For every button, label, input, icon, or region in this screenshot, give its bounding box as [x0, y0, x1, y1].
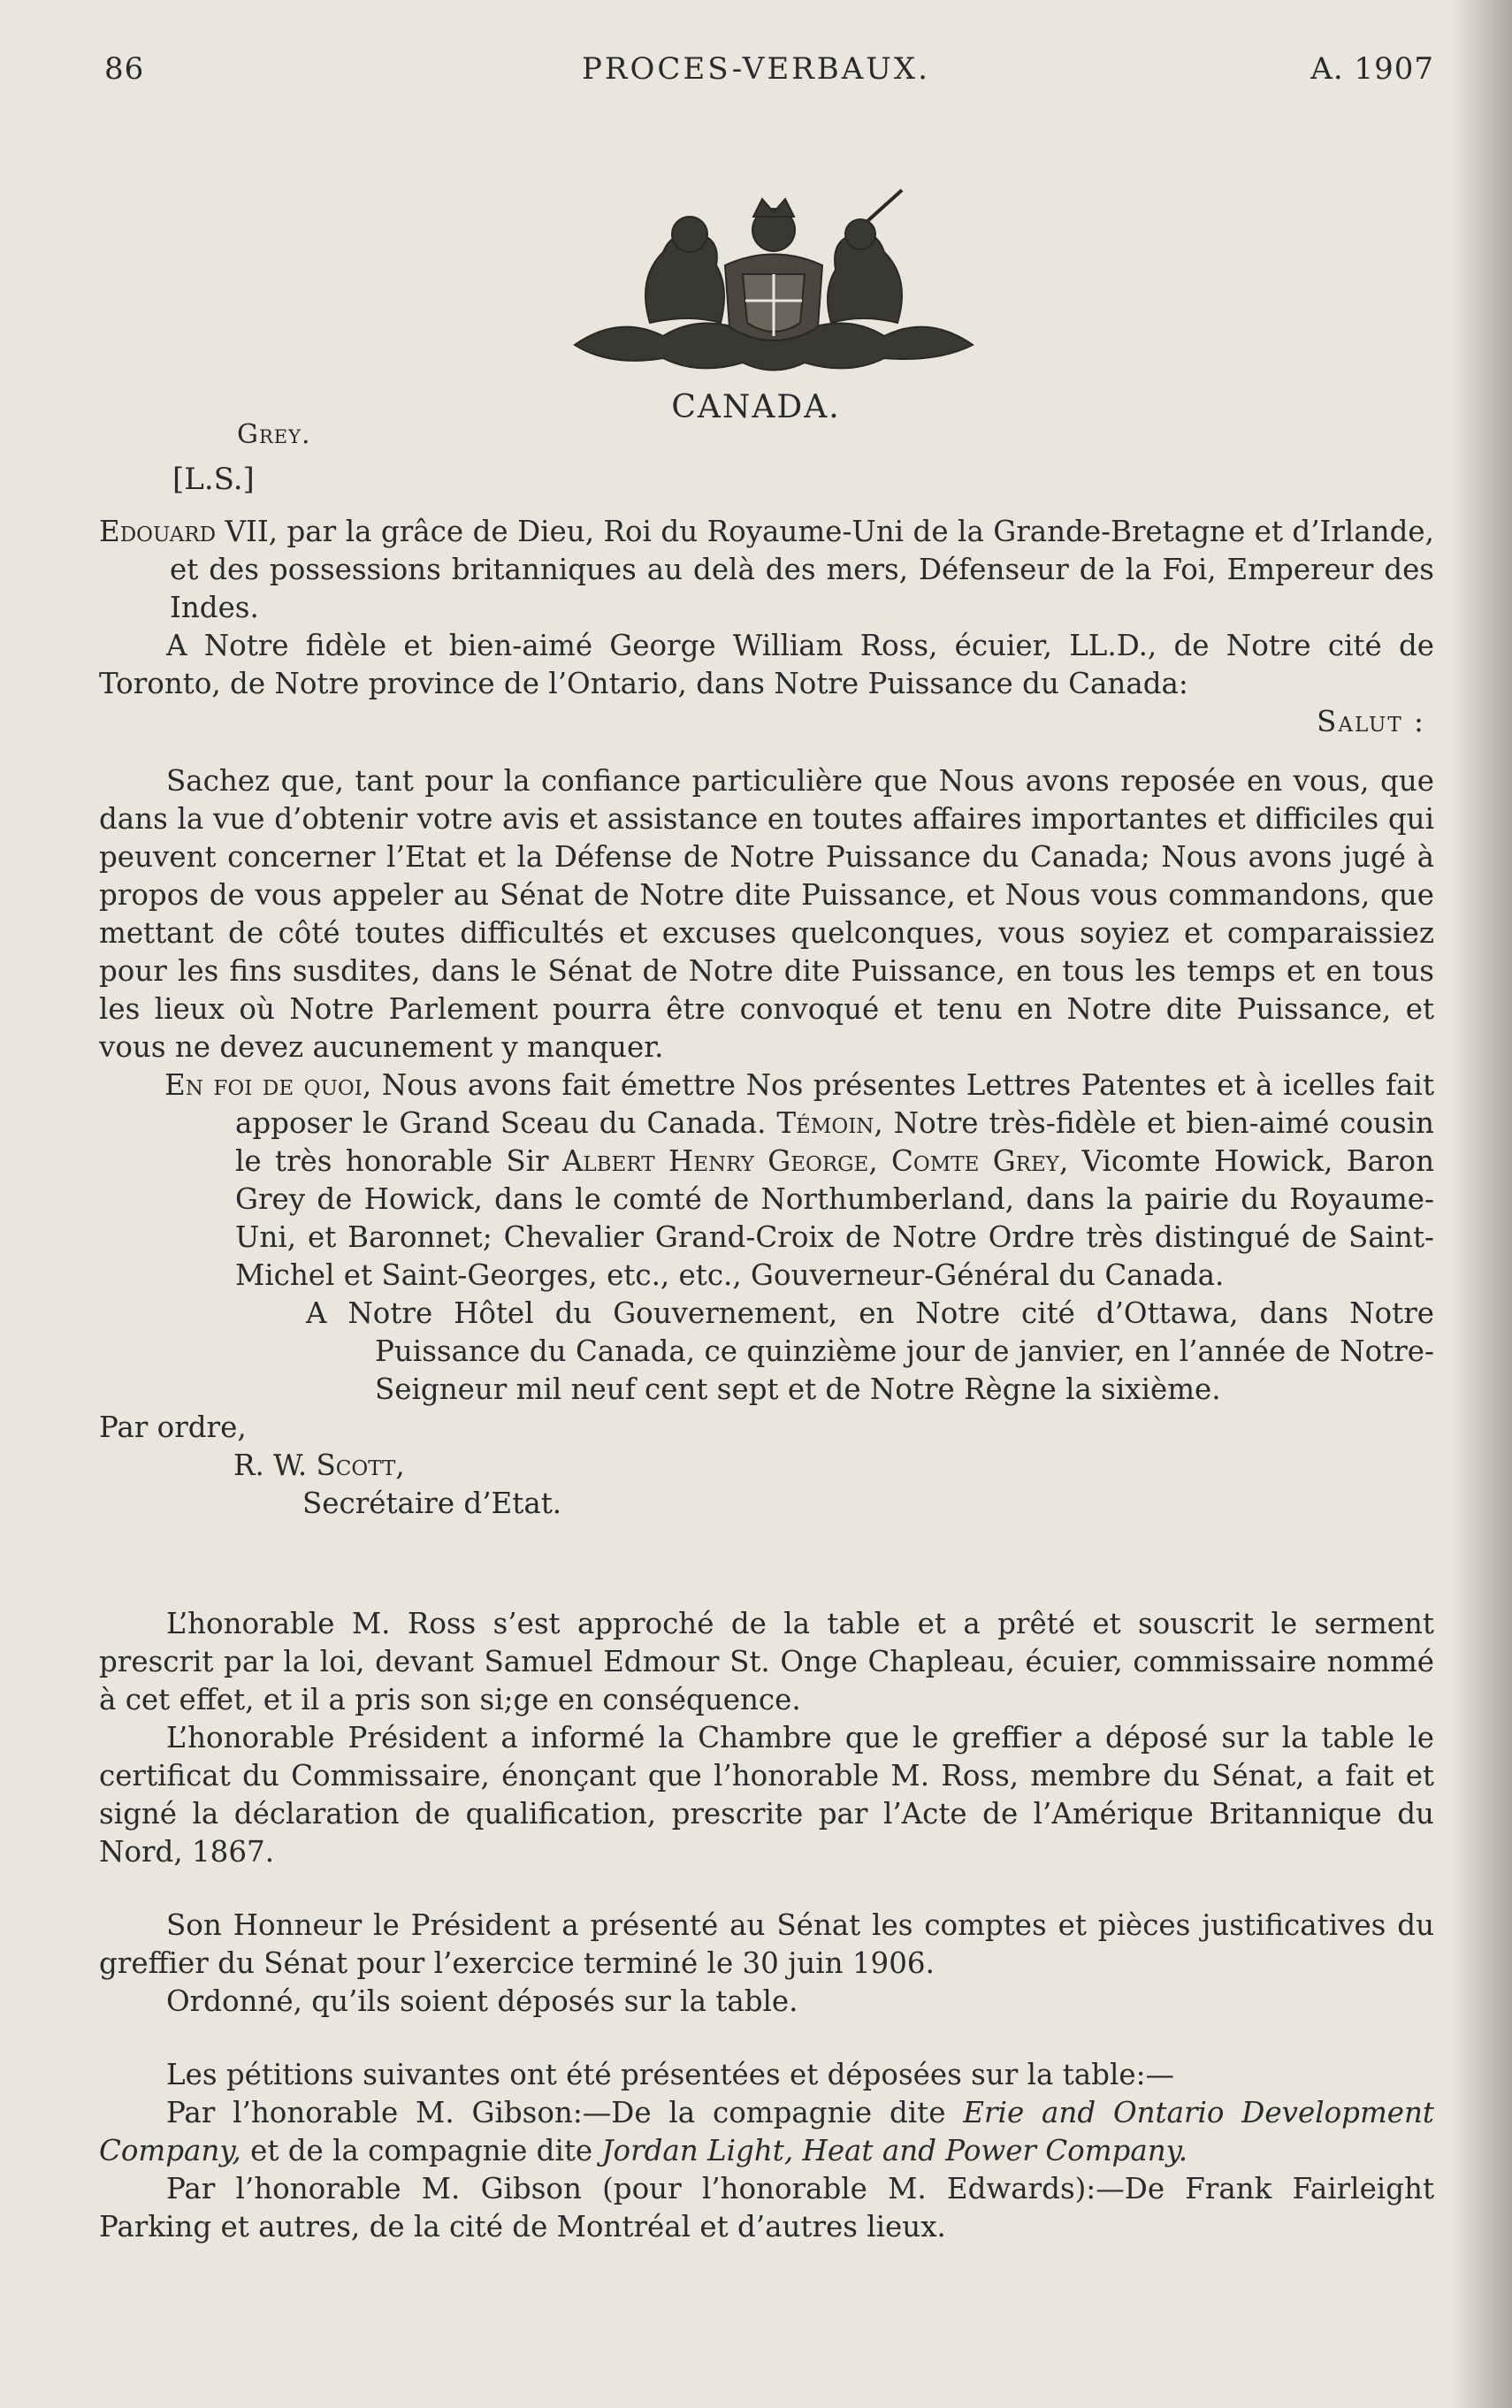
company-erie-ontario: Erie and Ontario Development Company, [99, 2096, 1434, 2167]
en-foi-de-quoi: En foi de quoi, [164, 1068, 372, 1102]
secretary-initials: R. W. [233, 1449, 317, 1482]
dating-clause: A Notre Hôtel du Gouvernement, en Notre cité d’Ottawa, dans Notre Puissance du Canada, ce quinzième jour de janvier, en l’année de Notre-Seigneur mil neuf cent sept et de Notre Règne la sixième. [306, 1296, 1434, 1406]
spacer [99, 2021, 1434, 2056]
witness-text-a: Nous avons fait émettre Nos présentes Lettres Patentes et à icelles fait apposer le Grand Sceau du Canada. [235, 1068, 1435, 1140]
signatory: Grey. [237, 419, 311, 450]
salutation: Salut : [1317, 705, 1425, 738]
secretary-name [99, 1447, 1434, 1485]
spacer [99, 741, 1434, 762]
page-edge-shadow [1450, 0, 1512, 2408]
year-label: A. 1907 [1310, 51, 1434, 87]
spacer [99, 1871, 1434, 1907]
par-ordre: Par ordre, [99, 1410, 247, 1444]
addressee: A Notre fidèle et bien-aimé George William Ross, écuier, LL.D., de Notre cité de Toronto, de Notre province de l’Ontario, dans Notre Puissance du Canada: [99, 629, 1434, 700]
coat-of-arms-icon [566, 181, 981, 380]
petition-gibson-text-a: Par l’honorable M. Gibson:—De la compagnie dite [166, 2096, 964, 2129]
minute-certificate: L’honorable Président a informé la Chambre que le greffier a déposé sur la table le certificat du Commissaire, énonçant que l’honorable M. Ross, membre du Sénat, a fait et signé la déclaration de qualification, prescrite par l’Acte de l’Amérique Britannique du Nord, 1867. [99, 1721, 1434, 1869]
seal-mark: [L.S.] [172, 462, 255, 497]
running-title: PROCES-VERBAUX. [582, 51, 930, 87]
summons-paragraph: Sachez que, tant pour la confiance particulière que Nous avons reposée en vous, que dans la vue d’obtenir votre avis et assistance en toutes affaires importantes et difficiles qui peuvent concerner l’Etat et la Défense de Notre Puissance du Canada; Nous avons jugé à propos de vous appeler au Sénat de Notre dite Puissance, et Nous vous commandons, que mettant de côté toutes difficultés et excuses quelconques, vous soyiez et comparaissiez pour les fins susdites, dans le Sénat de Notre dite Puissance, en tous les temps et en tous les lieux où Notre Parlement pourra être convoqué et tenu en Notre dite Puissance, et vous ne devez aucunement y manquer. [99, 764, 1434, 1064]
temoin-label: Témoin, [776, 1106, 883, 1140]
minutes [99, 1605, 1434, 2246]
minute-accounts: Son Honneur le Président a présenté au Sénat les comptes et pièces justificatives du greffier du Sénat pour l’exercice terminé le 30 juin 1906. [99, 1908, 1434, 1980]
governor-name: Albert Henry George, Comte Grey, [561, 1144, 1069, 1178]
minute-ordered: Ordonné, qu’ils soient déposés sur la table. [166, 1984, 798, 2018]
minute-petitions-intro: Les pétitions suivantes ont été présentées et déposées sur la table:— [166, 2058, 1175, 2091]
sovereign-titles: VII, par la grâce de Dieu, Roi du Royaume-Uni de la Grande-Bretagne et d’Irlande, et des possessions britanniques au delà des mers, Défenseur de la Foi, Empereur des Indes. [170, 515, 1434, 624]
secretary-title: Secrétaire d’Etat. [302, 1487, 562, 1520]
proclamation [99, 513, 1434, 1523]
witness-text-b: Notre très-fidèle et bien-aimé cousin le très honorable Sir [235, 1106, 1434, 1178]
petition-gibson-text-b: et de la compagnie dite [241, 2134, 602, 2167]
country-heading: CANADA. [671, 389, 841, 425]
petition-edwards: Par l’honorable M. Gibson (pour l’honorable M. Edwards):—De Frank Fairleight Parking et autres, de la cité de Montréal et d’autres lieux. [99, 2172, 1434, 2244]
sovereign-name: Edouard [99, 515, 217, 548]
company-jordan-light: Jordan Light, Heat and Power Company. [601, 2134, 1188, 2167]
page-number: 86 [104, 51, 145, 87]
witness-paragraph [99, 1066, 1434, 1295]
minute-oath: L’honorable M. Ross s’est approché de la table et a prêté et souscrit le serment prescrit par la loi, devant Samuel Edmour St. Onge Chapleau, écuier, commissaire nommé à cet effet, et il a pris son si;ge en conséquence. [99, 1607, 1434, 1716]
proclamation-opening [99, 513, 1434, 627]
witness-text-c: Vicomte Howick, Baron Grey de Howick, dans le comté de Northumberland, dans la pairie du Royaume-Uni, et Baronnet; Chevalier Grand-Croix de Notre Ordre très distingué de Saint-Michel et Saint-Georges, etc., etc., Gouverneur-Général du Canada. [235, 1144, 1435, 1292]
secretary-surname: Scott, [316, 1449, 405, 1482]
petition-gibson [99, 2094, 1434, 2170]
